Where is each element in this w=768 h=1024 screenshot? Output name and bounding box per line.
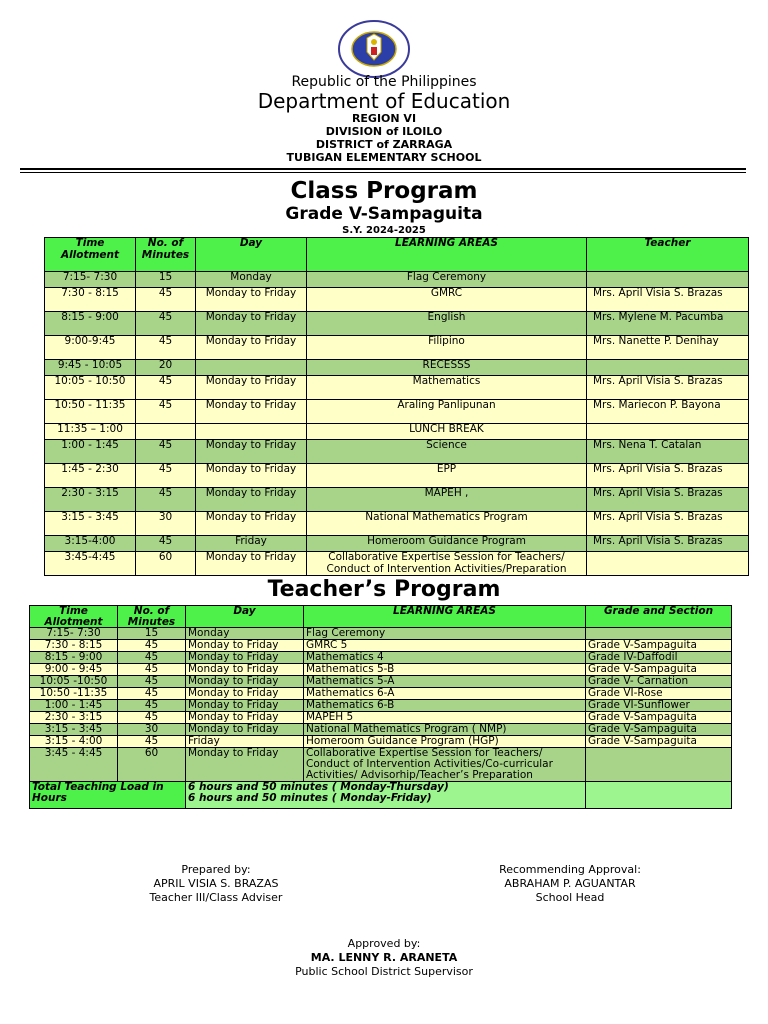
class-program-header-row <box>45 238 749 272</box>
minutes-cell: 60 <box>136 552 196 576</box>
time-cell: 7:30 - 8:15 <box>45 288 136 312</box>
teacher-cell: Mrs. Mariecon P. Bayona <box>587 400 749 424</box>
day-cell: Monday to Friday <box>196 376 307 400</box>
class-program-row <box>45 360 749 376</box>
class-program-table <box>44 237 749 576</box>
prepared-name: APRIL VISIA S. BRAZAS <box>153 877 279 890</box>
time-cell: 3:15 - 3:45 <box>45 512 136 536</box>
prepared-label: Prepared by: <box>181 863 251 876</box>
grade-section-cell: Grade V-Sampaguita <box>586 664 732 676</box>
header-rule-thin <box>20 172 746 173</box>
grade-section-cell: Grade VI-Rose <box>586 688 732 700</box>
day-cell: Monday to Friday <box>186 688 304 700</box>
grade-section-title: Grade V-Sampaguita <box>285 204 483 224</box>
teacher-cell: Mrs. April Visia S. Brazas <box>587 288 749 312</box>
teacher-program-row <box>30 712 732 724</box>
day-cell: Monday to Friday <box>196 440 307 464</box>
class-program-row <box>45 440 749 464</box>
col-no-of-minutes: No. of Minutes <box>118 606 186 628</box>
class-program-row <box>45 488 749 512</box>
time-cell: 7:30 - 8:15 <box>30 640 118 652</box>
district: DISTRICT of ZARRAGA <box>315 138 453 151</box>
teacher-cell <box>587 272 749 288</box>
learning-area-cell: Mathematics 6-B <box>304 700 586 712</box>
minutes-cell: 45 <box>136 288 196 312</box>
minutes-cell: 45 <box>136 536 196 552</box>
time-cell: 7:15- 7:30 <box>30 628 118 640</box>
recommending-name: ABRAHAM P. AGUANTAR <box>504 877 636 890</box>
minutes-cell: 45 <box>136 464 196 488</box>
day-cell: Monday to Friday <box>196 512 307 536</box>
deped-seal <box>337 20 411 78</box>
learning-area-cell: Araling Panlipunan <box>307 400 587 424</box>
day-cell: Monday <box>196 272 307 288</box>
class-program-row <box>45 376 749 400</box>
teacher-program-row <box>30 652 732 664</box>
teacher-program-row <box>30 676 732 688</box>
col-day: Day <box>196 238 307 272</box>
day-cell: Friday <box>196 536 307 552</box>
minutes-cell: 60 <box>118 748 186 782</box>
grade-section-cell: Grade V-Sampaguita <box>586 712 732 724</box>
teacher-program-row <box>30 700 732 712</box>
learning-area-cell: GMRC <box>307 288 587 312</box>
total-teaching-load-row <box>30 782 732 809</box>
day-cell: Monday <box>186 628 304 640</box>
minutes-cell: 45 <box>118 664 186 676</box>
class-program-row <box>45 512 749 536</box>
class-program-row <box>45 552 749 576</box>
time-cell: 9:00-9:45 <box>45 336 136 360</box>
grade-section-cell: Grade V- Carnation <box>586 676 732 688</box>
time-cell: 11:35 – 1:00 <box>45 424 136 440</box>
day-cell: Monday to Friday <box>196 488 307 512</box>
learning-area-cell: English <box>307 312 587 336</box>
time-cell: 1:45 - 2:30 <box>45 464 136 488</box>
day-cell: Monday to Friday <box>186 640 304 652</box>
learning-area-cell: Collaborative Expertise Session for Teachers/ Conduct of Intervention Activities/Co-curricular Activities/ Advisorhip/Teacher’s Preparation <box>304 748 586 782</box>
time-cell: 1:00 - 1:45 <box>45 440 136 464</box>
minutes-cell: 15 <box>118 628 186 640</box>
class-program-title: Class Program <box>290 178 478 204</box>
teacher-cell: Mrs. April Visia S. Brazas <box>587 512 749 536</box>
time-cell: 3:45 - 4:45 <box>30 748 118 782</box>
day-cell: Monday to Friday <box>196 552 307 576</box>
time-cell: 10:05 - 10:50 <box>45 376 136 400</box>
minutes-cell: 45 <box>136 440 196 464</box>
learning-area-cell: Flag Ceremony <box>304 628 586 640</box>
total-teaching-load-label: Total Teaching Load in Hours <box>30 782 186 809</box>
learning-area-cell: RECESSS <box>307 360 587 376</box>
day-cell: Monday to Friday <box>196 336 307 360</box>
total-teaching-load-value <box>186 782 586 809</box>
col-learning-areas: LEARNING AREAS <box>304 606 586 628</box>
learning-area-cell: Mathematics 6-A <box>304 688 586 700</box>
learning-area-cell: National Mathematics Program ( NMP) <box>304 724 586 736</box>
teacher-cell: Mrs. Nanette P. Denihay <box>587 336 749 360</box>
header-rule <box>20 168 746 170</box>
teacher-cell: Mrs. April Visia S. Brazas <box>587 376 749 400</box>
minutes-cell: 45 <box>118 652 186 664</box>
minutes-cell: 45 <box>118 676 186 688</box>
approved-by-block <box>234 937 534 979</box>
col-no-of-minutes: No. of Minutes <box>136 238 196 272</box>
day-cell: Monday to Friday <box>186 748 304 782</box>
total-line-1: 6 hours and 50 minutes ( Monday-Thursday) <box>188 781 449 793</box>
day-cell: Monday to Friday <box>186 676 304 688</box>
class-program-row <box>45 312 749 336</box>
learning-area-cell: MAPEH 5 <box>304 712 586 724</box>
time-cell: 10:50 - 11:35 <box>45 400 136 424</box>
minutes-cell: 45 <box>118 700 186 712</box>
time-cell: 9:45 - 10:05 <box>45 360 136 376</box>
day-cell: Monday to Friday <box>186 724 304 736</box>
teacher-program-row <box>30 736 732 748</box>
learning-area-cell: Flag Ceremony <box>307 272 587 288</box>
day-cell: Monday to Friday <box>186 712 304 724</box>
minutes-cell: 45 <box>136 312 196 336</box>
teacher-program-row <box>30 664 732 676</box>
total-line-2: 6 hours and 50 minutes ( Monday-Friday) <box>188 792 432 804</box>
day-cell: Monday to Friday <box>196 312 307 336</box>
school-name: TUBIGAN ELEMENTARY SCHOOL <box>286 151 482 164</box>
time-cell: 10:05 -10:50 <box>30 676 118 688</box>
time-cell: 9:00 - 9:45 <box>30 664 118 676</box>
teacher-cell <box>587 424 749 440</box>
time-cell: 10:50 -11:35 <box>30 688 118 700</box>
col-learning-areas: LEARNING AREAS <box>307 238 587 272</box>
col-grade-section: Grade and Section <box>586 606 732 628</box>
minutes-cell: 45 <box>118 736 186 748</box>
class-program-row <box>45 536 749 552</box>
teacher-program-row <box>30 724 732 736</box>
learning-area-cell: EPP <box>307 464 587 488</box>
time-cell: 8:15 - 9:00 <box>30 652 118 664</box>
minutes-cell: 45 <box>118 640 186 652</box>
minutes-cell: 45 <box>118 688 186 700</box>
minutes-cell: 30 <box>136 512 196 536</box>
minutes-cell: 45 <box>136 376 196 400</box>
learning-area-cell: Filipino <box>307 336 587 360</box>
teacher-program-row <box>30 640 732 652</box>
grade-section-cell <box>586 628 732 640</box>
approved-label: Approved by: <box>347 937 421 950</box>
time-cell: 3:45-4:45 <box>45 552 136 576</box>
time-cell: 7:15- 7:30 <box>45 272 136 288</box>
learning-area-cell: Mathematics 5-B <box>304 664 586 676</box>
minutes-cell: 45 <box>136 336 196 360</box>
learning-area-cell: LUNCH BREAK <box>307 424 587 440</box>
teacher-cell: Mrs. April Visia S. Brazas <box>587 488 749 512</box>
approved-name: MA. LENNY R. ARANETA <box>310 951 458 964</box>
teacher-cell: Mrs. Nena T. Catalan <box>587 440 749 464</box>
minutes-cell: 20 <box>136 360 196 376</box>
total-empty-cell <box>586 782 732 809</box>
day-cell: Monday to Friday <box>186 700 304 712</box>
day-cell <box>196 360 307 376</box>
grade-section-cell: Grade V-Sampaguita <box>586 640 732 652</box>
class-program-row <box>45 336 749 360</box>
prepared-title: Teacher III/Class Adviser <box>149 891 283 904</box>
minutes-cell: 15 <box>136 272 196 288</box>
class-program-row <box>45 272 749 288</box>
teacher-cell: Mrs. Mylene M. Pacumba <box>587 312 749 336</box>
teacher-program-table <box>29 605 732 809</box>
learning-area-cell: Mathematics 5-A <box>304 676 586 688</box>
grade-section-cell: Grade V-Sampaguita <box>586 724 732 736</box>
learning-area-cell: Homeroom Guidance Program <box>307 536 587 552</box>
teacher-cell: Mrs. April Visia S. Brazas <box>587 464 749 488</box>
time-cell: 3:15-4:00 <box>45 536 136 552</box>
recommending-title: School Head <box>535 891 605 904</box>
learning-area-cell: Collaborative Expertise Session for Teachers/ Conduct of Intervention Activities/Preparation <box>307 552 587 576</box>
day-cell: Friday <box>186 736 304 748</box>
grade-section-cell: Grade V-Sampaguita <box>586 736 732 748</box>
minutes-cell: 45 <box>136 488 196 512</box>
class-program-row <box>45 464 749 488</box>
time-cell: 8:15 - 9:00 <box>45 312 136 336</box>
learning-area-cell: Mathematics <box>307 376 587 400</box>
department-name: Department of Education <box>257 89 511 113</box>
day-cell: Monday to Friday <box>196 400 307 424</box>
grade-section-cell: Grade VI-Sunflower <box>586 700 732 712</box>
col-time-allotment: Time Allotment <box>45 238 136 272</box>
learning-area-cell: Science <box>307 440 587 464</box>
school-year: S.Y. 2024-2025 <box>342 225 426 236</box>
col-day: Day <box>186 606 304 628</box>
learning-area-cell: Homeroom Guidance Program (HGP) <box>304 736 586 748</box>
class-program-row <box>45 424 749 440</box>
recommending-label: Recommending Approval: <box>499 863 641 876</box>
minutes-cell: 30 <box>118 724 186 736</box>
teacher-program-row <box>30 688 732 700</box>
republic-line: Republic of the Philippines <box>291 74 477 90</box>
learning-area-cell: Mathematics 4 <box>304 652 586 664</box>
learning-area-cell: GMRC 5 <box>304 640 586 652</box>
teacher-cell <box>587 552 749 576</box>
region: REGION VI <box>351 112 417 125</box>
prepared-by-block <box>116 863 316 905</box>
day-cell: Monday to Friday <box>186 652 304 664</box>
time-cell: 3:15 - 4:00 <box>30 736 118 748</box>
grade-section-cell <box>586 748 732 782</box>
day-cell: Monday to Friday <box>196 288 307 312</box>
teacher-cell <box>587 360 749 376</box>
day-cell: Monday to Friday <box>186 664 304 676</box>
minutes-cell: 45 <box>136 400 196 424</box>
teacher-program-row <box>30 748 732 782</box>
approved-title: Public School District Supervisor <box>295 965 473 978</box>
time-cell: 3:15 - 3:45 <box>30 724 118 736</box>
recommending-block <box>470 863 670 905</box>
time-cell: 1:00 - 1:45 <box>30 700 118 712</box>
teacher-cell: Mrs. April Visia S. Brazas <box>587 536 749 552</box>
day-cell <box>196 424 307 440</box>
teacher-program-header-row <box>30 606 732 628</box>
time-cell: 2:30 - 3:15 <box>45 488 136 512</box>
teacher-program-title: Teacher’s Program <box>267 577 501 602</box>
time-cell: 2:30 - 3:15 <box>30 712 118 724</box>
grade-section-cell: Grade IV-Daffodil <box>586 652 732 664</box>
learning-area-cell: MAPEH , <box>307 488 587 512</box>
class-program-row <box>45 400 749 424</box>
division: DIVISION of ILOILO <box>325 125 443 138</box>
minutes-cell: 45 <box>118 712 186 724</box>
minutes-cell <box>136 424 196 440</box>
learning-area-cell: National Mathematics Program <box>307 512 587 536</box>
col-teacher: Teacher <box>587 238 749 272</box>
col-time-allotment: Time Allotment <box>30 606 118 628</box>
teacher-program-row <box>30 628 732 640</box>
day-cell: Monday to Friday <box>196 464 307 488</box>
class-program-row <box>45 288 749 312</box>
